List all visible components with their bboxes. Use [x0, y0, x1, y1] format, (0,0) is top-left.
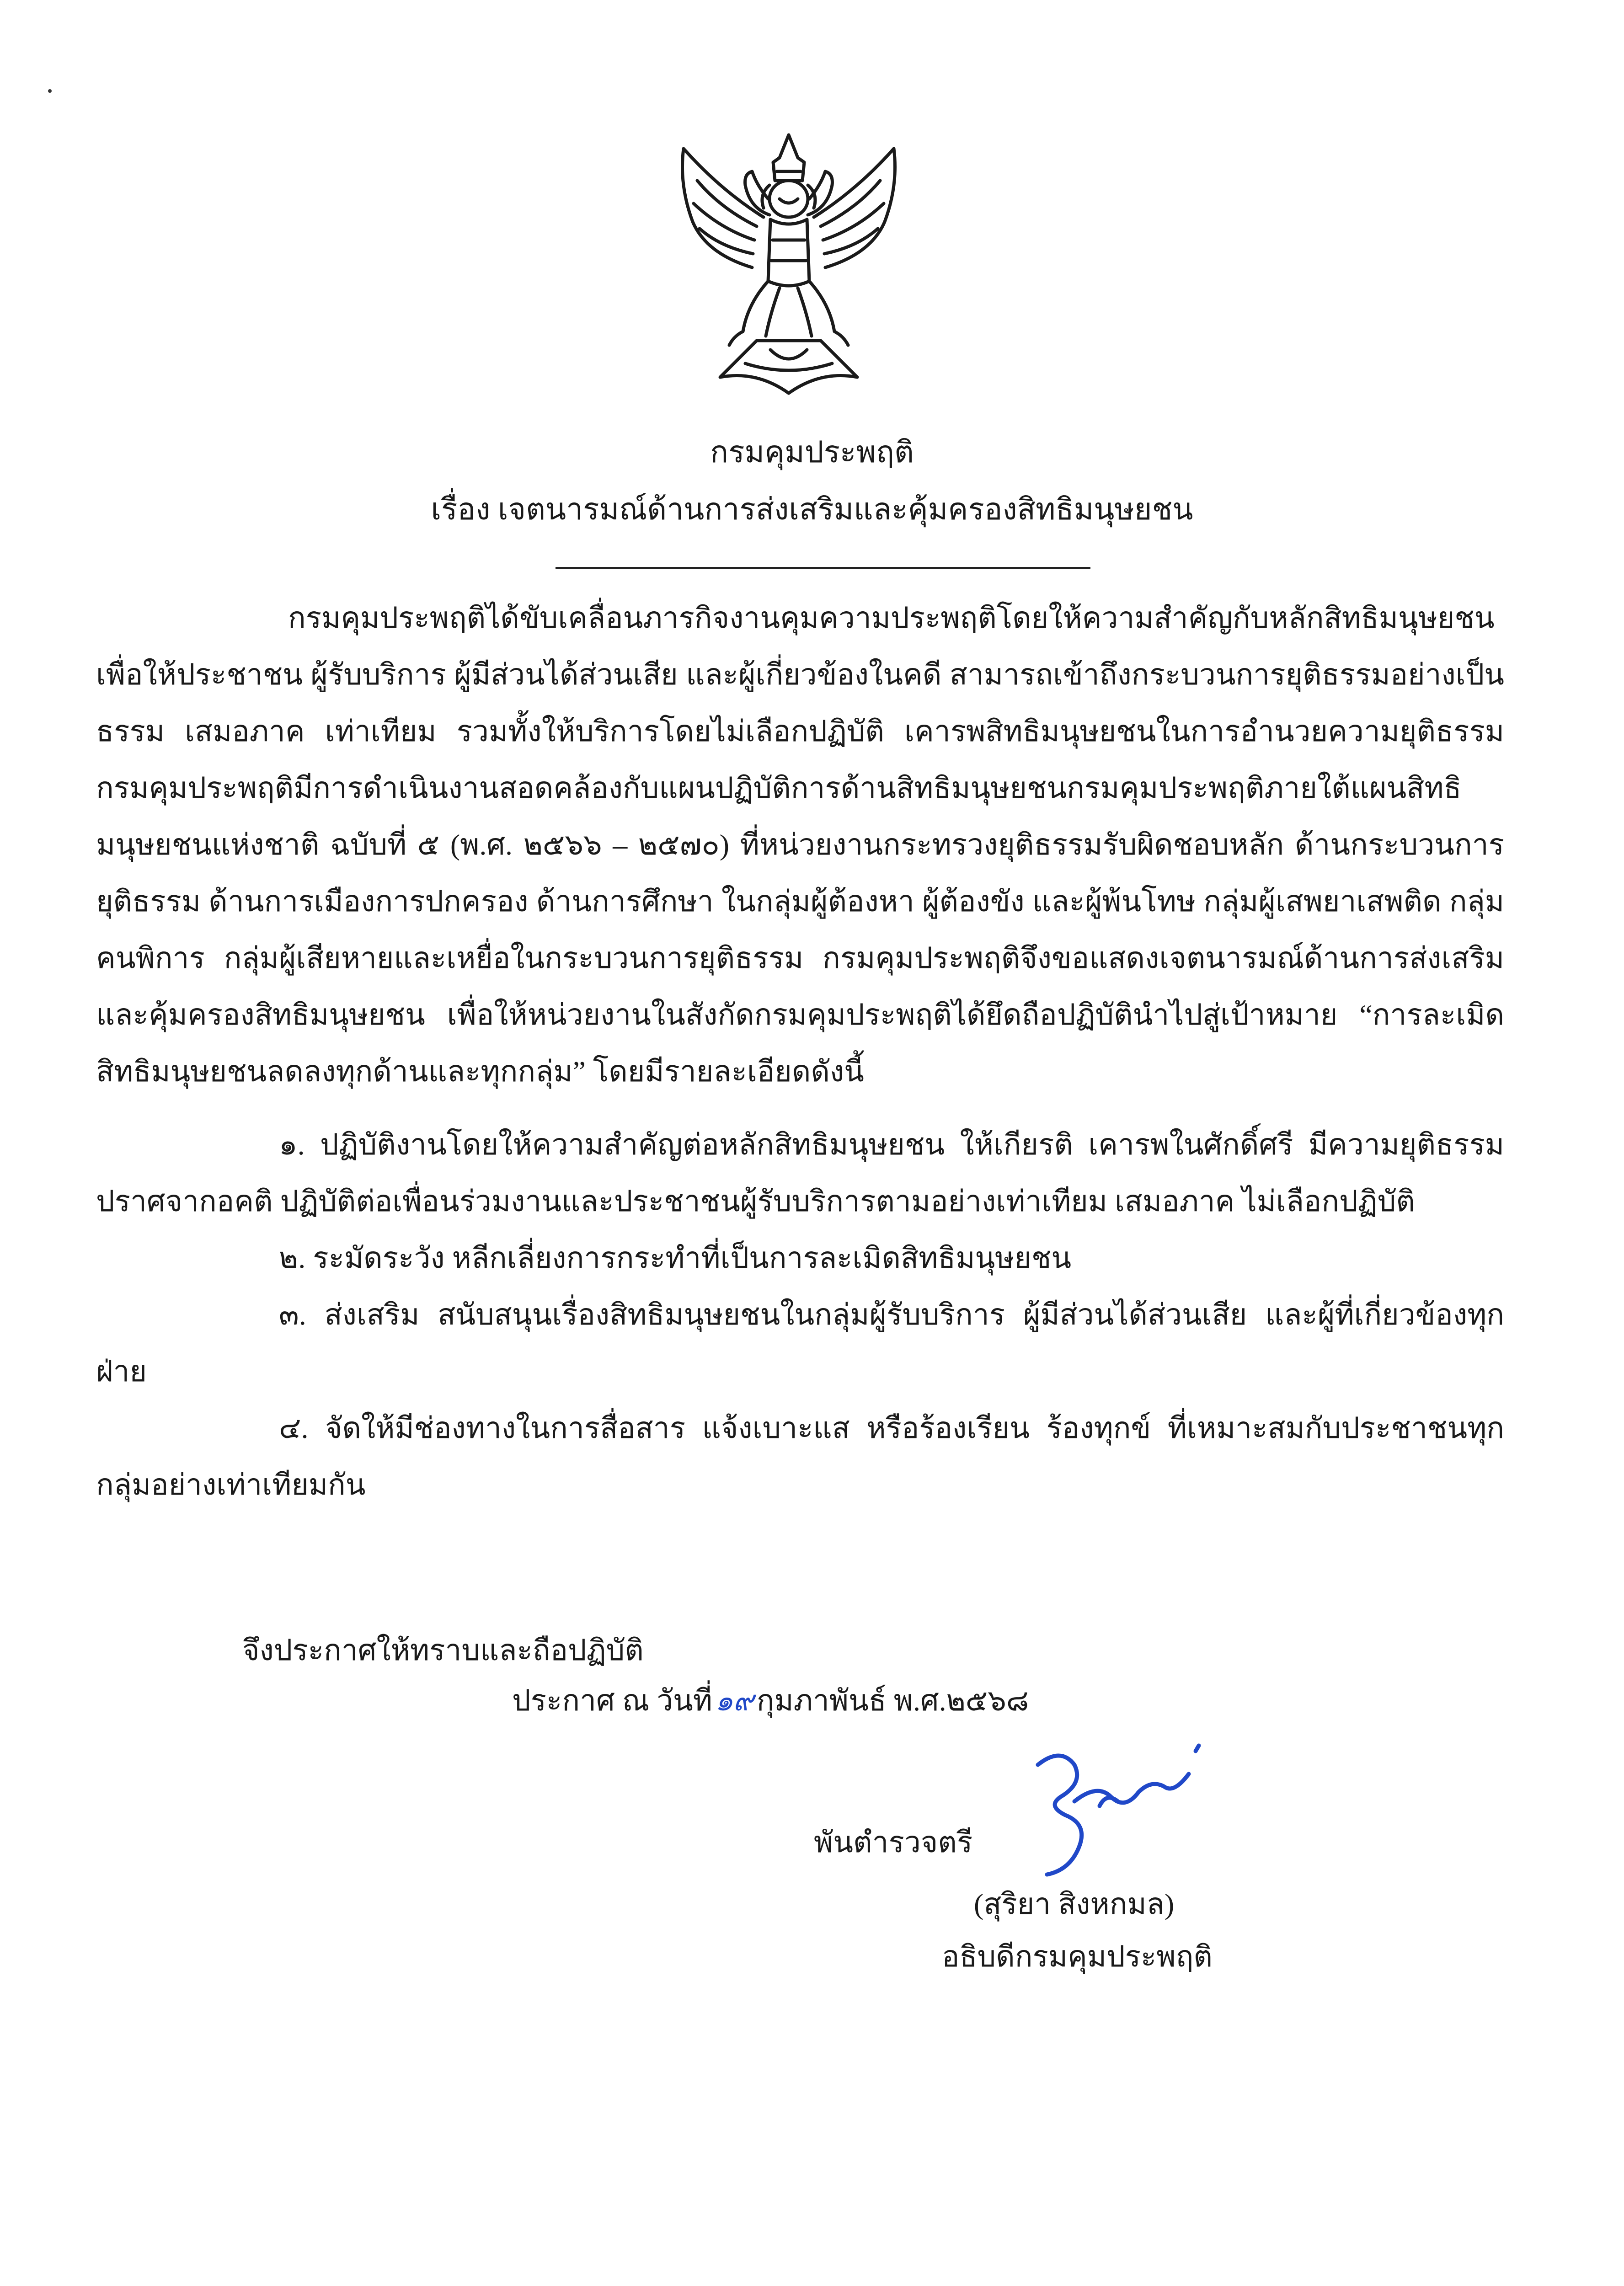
date-day-handwritten: ๑๙ — [715, 1684, 754, 1717]
signer-name: (สุริยา สิงหกมล) — [974, 1888, 1175, 1920]
announcement-subject: เรื่อง เจตนารมณ์ด้านการส่งเสริมและคุ้มครองสิทธิมนุษยชน — [431, 493, 1193, 526]
garuda-emblem-icon — [665, 130, 912, 400]
closing-statement: จึงประกาศให้ทราบและถือปฏิบัติ — [242, 1634, 644, 1666]
scan-speck — [48, 89, 52, 93]
list-item: ๑. ปฏิบัติงานโดยให้ความสำคัญต่อหลักสิทธิมนุษยชน ให้เกียรติ เคารพในศักดิ์ศรี มีความยุติธรรม ปราศจากอคติ ปฏิบัติต่อเพื่อนร่วมงานและประชาชนผู้รับบริการตามอย่างเท่าเทียม เสมอภาค ไม่เลือกปฏิบัติ — [96, 1128, 1504, 1218]
handwritten-signature-icon — [1020, 1737, 1202, 1888]
announcement-body — [96, 590, 1504, 1513]
date-suffix: กุมภาพันธ์ พ.ศ.๒๕๖๘ — [756, 1684, 1029, 1717]
header-divider — [556, 567, 1090, 569]
list-item: ๓. ส่งเสริม สนับสนุนเรื่องสิทธิมนุษยชนในกลุ่มผู้รับบริการ ผู้มีส่วนได้ส่วนเสีย และผู้ที่เกี่ยวข้องทุกฝ่าย — [96, 1298, 1504, 1388]
signer-rank: พันตำรวจตรี — [814, 1826, 973, 1859]
list-item: ๔. จัดให้มีช่องทางในการสื่อสาร แจ้งเบาะแส หรือร้องเรียน ร้องทุกข์ ที่เหมาะสมกับประชาชนทุกกลุ่มอย่างเท่าเทียมกัน — [96, 1412, 1504, 1501]
announcement-date — [512, 1676, 1029, 1726]
agency-name: กรมคุมประพฤติ — [710, 436, 914, 469]
list-item: ๒. ระมัดระวัง หลีกเลี่ยงการกระทำที่เป็นการละเมิดสิทธิมนุษยชน — [279, 1242, 1072, 1274]
signer-title: อธิบดีกรมคุมประพฤติ — [942, 1940, 1213, 1973]
intro-paragraph: กรมคุมประพฤติได้ขับเคลื่อนภารกิจงานคุมความประพฤติโดยให้ความสำคัญกับหลักสิทธิมนุษยชน เพื่อให้ประชาชน ผู้รับบริการ ผู้มีส่วนได้ส่วนเสีย และผู้เกี่ยวข้องในคดี สามารถเข้าถึงกระบวนการยุติธรรมอย่างเป็นธรรม เสมอภาค เท่าเทียม รวมทั้งให้บริการโดยไม่เลือกปฏิบัติ เคารพสิทธิมนุษยชนในการอำนวยความยุติธรรม กรมคุมประพฤติมีการดำเนินงานสอดคล้องกับแผนปฏิบัติการด้านสิทธิมนุษยชนกรมคุมประพฤติภายใต้แผนสิทธิมนุษยชนแห่งชาติ ฉบับที่ ๕ (พ.ศ. ๒๕๖๖ – ๒๕๗๐) ที่หน่วยงานกระทรวงยุติธรรมรับผิดชอบหลัก ด้านกระบวนการยุติธรรม ด้านการเมืองการปกครอง ด้านการศึกษา ในกลุ่มผู้ต้องหา ผู้ต้องขัง และผู้พ้นโทษ กลุ่มผู้เสพยาเสพติด กลุ่มคนพิการ กลุ่มผู้เสียหายและเหยื่อในกระบวนการยุติธรรม กรมคุมประพฤติจึงขอแสดงเจตนารมณ์ด้านการส่งเสริมและคุ้มครองสิทธิมนุษยชน เพื่อให้หน่วยงานในสังกัดกรมคุมประพฤติได้ยึดถือปฏิบัตินำไปสู่เป้าหมาย “การละเมิดสิทธิมนุษยชนลดลงทุกด้านและทุกกลุ่ม” โดยมีรายละเอียดดังนี้ — [96, 602, 1504, 1088]
date-prefix: ประกาศ ณ วันที่ — [512, 1684, 712, 1717]
